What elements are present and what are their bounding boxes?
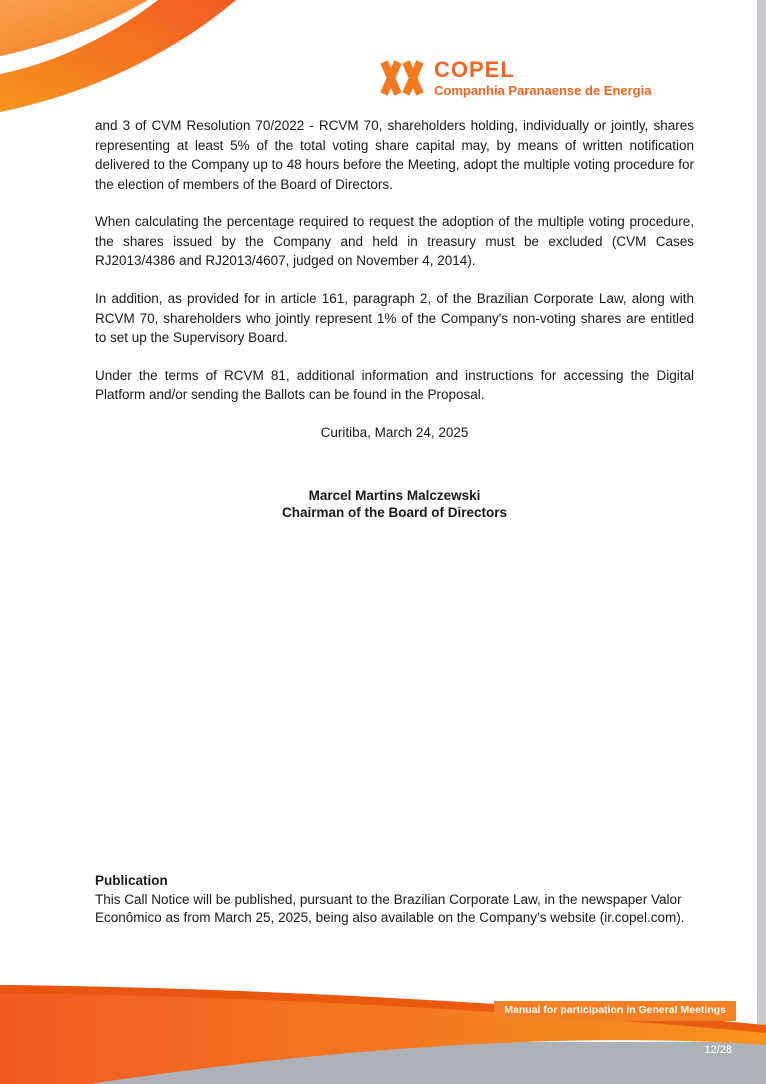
copel-logo-icon [380,58,424,98]
publication-heading: Publication [95,873,168,888]
signature-title: Chairman of the Board of Directors [281,504,508,520]
dateline: Curitiba, March 24, 2025 [320,424,469,440]
footer-swoosh-decoration [0,964,766,1084]
logo-company-subtitle: Companhia Paranaense de Energia [434,83,652,99]
logo-company-name: COPEL [434,57,515,82]
document-body [0,116,766,522]
copel-logo [380,58,651,98]
publication-section [95,872,694,926]
body-paragraph: When calculating the percentage required to request the adoption of the multiple voting procedure, the shares issued by the Company and held in treasury must be excluded (CVM Cases RJ2013/4386 and RJ2013/4607, judged on November 4, 2014). [95,214,694,269]
body-paragraph: Under the terms of RCVM 81, additional information and instructions for accessing the Digital Platform and/or sending the Ballots can be found in the Proposal. [95,367,694,403]
signature-name: Marcel Martins Malczewski [308,487,481,503]
page-number: 12/28 [704,1044,732,1056]
signature-block [95,488,694,522]
footer-banner: Manual for participation in General Meetings [494,1001,736,1021]
copel-logo-text [434,58,651,98]
body-paragraph: In addition, as provided for in article 161, paragraph 2, of the Brazilian Corporate Law, along with RCVM 70, shareholders who jointly represent 1% of the Company's non-voting shares are entitled to set up the Supervisory Board. [95,290,694,346]
body-paragraph: and 3 of CVM Resolution 70/2022 - RCVM 70, shareholders holding, individually or jointly, shares representing at least 5% of the total voting share capital may, by means of written notification delivered to the Company up to 48 hours before the Meeting, adopt the multiple voting procedure for the election of members of the Board of Directors. [95,118,694,192]
publication-text: This Call Notice will be published, pursuant to the Brazilian Corporate Law, in the newspaper Valor Econômico as from March 25, 2025, being also available on the Company’s website (ir.copel.com). [95,892,685,925]
